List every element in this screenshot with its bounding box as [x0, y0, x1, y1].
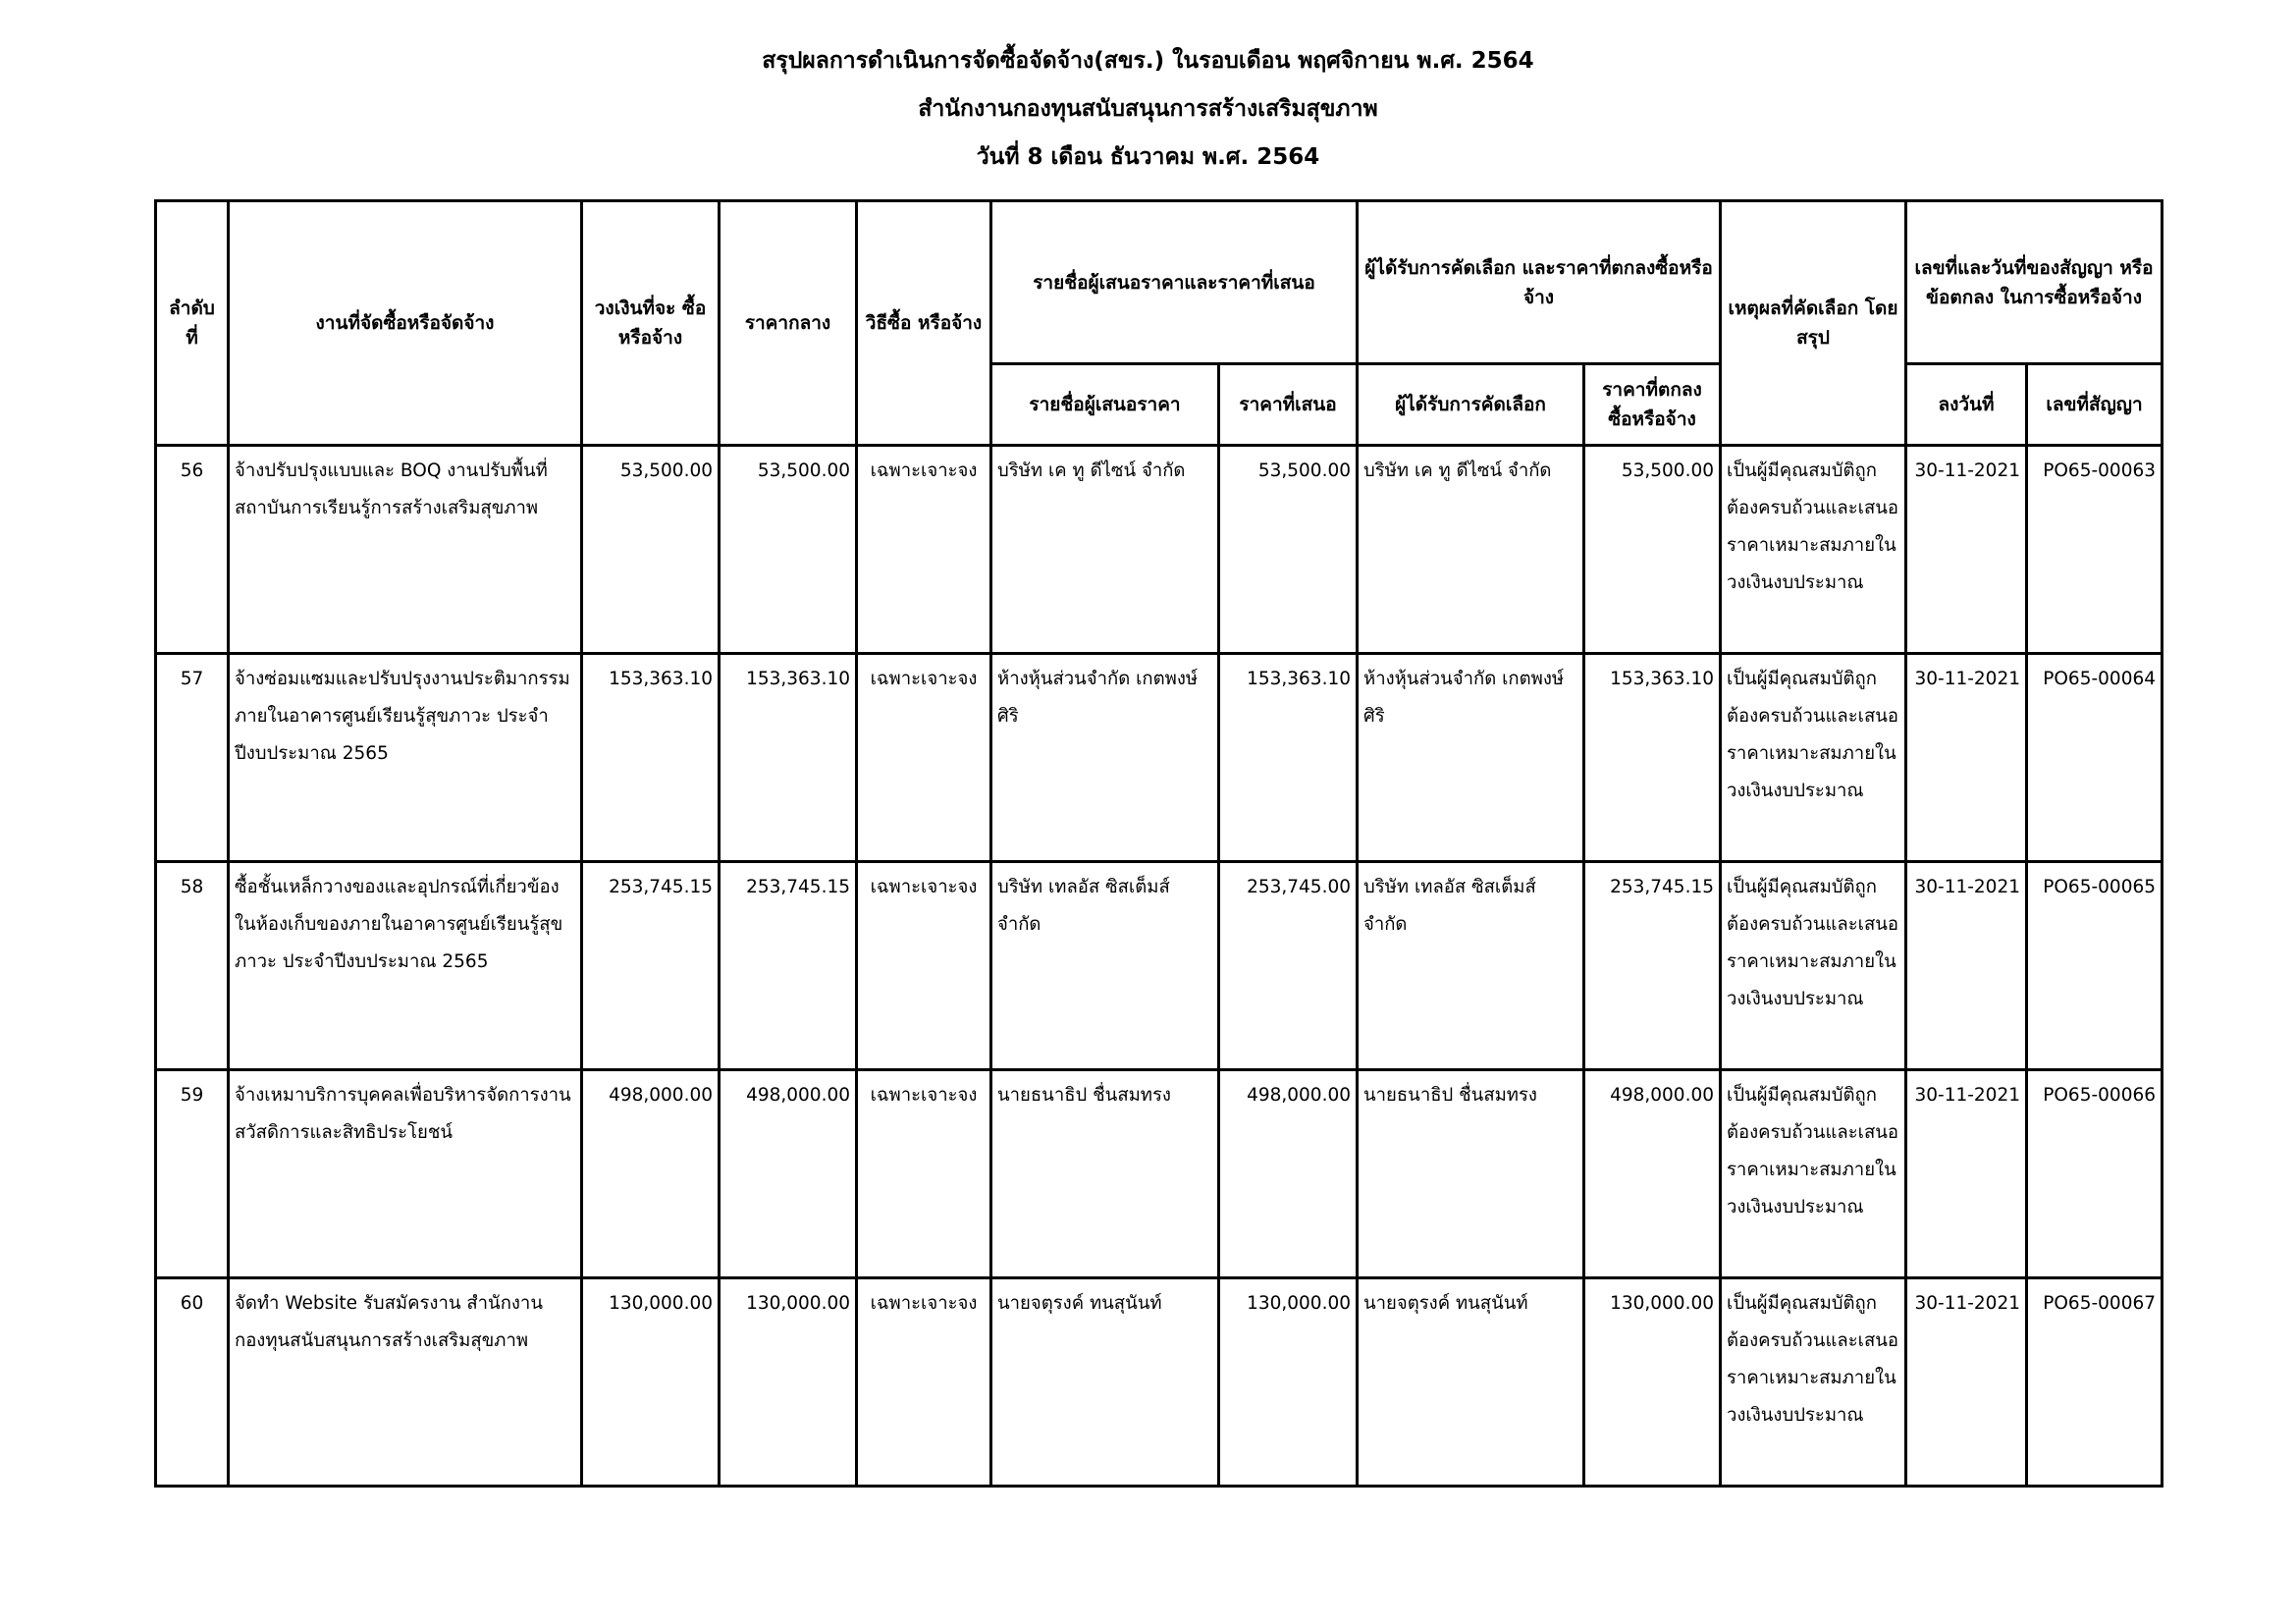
- cell-work: จ้างเหมาบริการบุคคลเพื่อบริหารจัดการงานสวัสดิการและสิทธิประโยชน์: [229, 1070, 582, 1278]
- cell-method: เฉพาะเจาะจง: [857, 1278, 991, 1487]
- cell-reason: เป็นผู้มีคุณสมบัติถูกต้องครบถ้วนและเสนอราคาเหมาะสมภายในวงเงินงบประมาณ: [1721, 654, 1906, 862]
- table-row: [156, 446, 2163, 654]
- cell-contract-no: PO65-00064: [2027, 654, 2163, 862]
- cell-work: จ้างปรับปรุงแบบและ BOQ งานปรับพื้นที่สถาบันการเรียนรู้การสร้างเสริมสุขภาพ: [229, 446, 582, 654]
- cell-budget: 130,000.00: [582, 1278, 720, 1487]
- table-row: [156, 654, 2163, 862]
- cell-median-price: 253,745.15: [720, 862, 857, 1070]
- col-header-median-price: ราคากลาง: [720, 201, 857, 446]
- cell-work: จัดทำ Website รับสมัครงาน สำนักงานกองทุนสนับสนุนการสร้างเสริมสุขภาพ: [229, 1278, 582, 1487]
- cell-method: เฉพาะเจาะจง: [857, 446, 991, 654]
- cell-work: ซื้อชั้นเหล็กวางของและอุปกรณ์ที่เกี่ยวข้องในห้องเก็บของภายในอาคารศูนย์เรียนรู้สุขภาวะ ประจำปีงบประมาณ 2565: [229, 862, 582, 1070]
- cell-bid-price: 130,000.00: [1219, 1278, 1358, 1487]
- cell-bidder: ห้างหุ้นส่วนจำกัด เกตพงษ์ศิริ: [991, 654, 1219, 862]
- report-date: วันที่ 8 เดือน ธันวาคม พ.ศ. 2564: [976, 144, 1320, 170]
- cell-bidder: นายธนาธิป ชื่นสมทรง: [991, 1070, 1219, 1278]
- col-header-bid-price: ราคาที่เสนอ: [1219, 364, 1358, 446]
- col-header-agreed-price: ราคาที่ตกลง ซื้อหรือจ้าง: [1584, 364, 1721, 446]
- cell-bidder: บริษัท เทลอัส ซิสเต็มส์ จำกัด: [991, 862, 1219, 1070]
- cell-reason: เป็นผู้มีคุณสมบัติถูกต้องครบถ้วนและเสนอราคาเหมาะสมภายในวงเงินงบประมาณ: [1721, 446, 1906, 654]
- cell-selected: นายธนาธิป ชื่นสมทรง: [1358, 1070, 1584, 1278]
- cell-median-price: 498,000.00: [720, 1070, 857, 1278]
- col-header-bidder-name: รายชื่อผู้เสนอราคา: [991, 364, 1219, 446]
- cell-bid-price: 153,363.10: [1219, 654, 1358, 862]
- cell-agreed-price: 153,363.10: [1584, 654, 1721, 862]
- cell-budget: 53,500.00: [582, 446, 720, 654]
- cell-sign-date: 30-11-2021: [1906, 654, 2027, 862]
- cell-agreed-price: 498,000.00: [1584, 1070, 1721, 1278]
- col-header-method: วิธีซื้อ หรือจ้าง: [857, 201, 991, 446]
- cell-reason: เป็นผู้มีคุณสมบัติถูกต้องครบถ้วนและเสนอราคาเหมาะสมภายในวงเงินงบประมาณ: [1721, 1070, 1906, 1278]
- col-header-contract-no: เลขที่สัญญา: [2027, 364, 2163, 446]
- organization-name: สำนักงานกองทุนสนับสนุนการสร้างเสริมสุขภาพ: [918, 96, 1378, 122]
- cell-seq: 56: [156, 446, 229, 654]
- cell-reason: เป็นผู้มีคุณสมบัติถูกต้องครบถ้วนและเสนอราคาเหมาะสมภายในวงเงินงบประมาณ: [1721, 1278, 1906, 1487]
- cell-budget: 153,363.10: [582, 654, 720, 862]
- col-header-sign-date: ลงวันที่: [1906, 364, 2027, 446]
- cell-seq: 60: [156, 1278, 229, 1487]
- table-row: [156, 1070, 2163, 1278]
- document-header: [0, 37, 2296, 182]
- col-group-contract: เลขที่และวันที่ของสัญญา หรือข้อตกลง ในการซื้อหรือจ้าง: [1906, 201, 2163, 364]
- cell-selected: ห้างหุ้นส่วนจำกัด เกตพงษ์ศิริ: [1358, 654, 1584, 862]
- cell-contract-no: PO65-00063: [2027, 446, 2163, 654]
- cell-sign-date: 30-11-2021: [1906, 862, 2027, 1070]
- cell-seq: 57: [156, 654, 229, 862]
- cell-work: จ้างซ่อมแซมและปรับปรุงงานประติมากรรมภายในอาคารศูนย์เรียนรู้สุขภาวะ ประจำปีงบประมาณ 2565: [229, 654, 582, 862]
- cell-selected: นายจตุรงค์ ทนสุนันท์: [1358, 1278, 1584, 1487]
- cell-method: เฉพาะเจาะจง: [857, 1070, 991, 1278]
- col-header-reason: เหตุผลที่คัดเลือก โดยสรุป: [1721, 201, 1906, 446]
- col-group-bidders: รายชื่อผู้เสนอราคาและราคาที่เสนอ: [991, 201, 1358, 364]
- col-header-budget: วงเงินที่จะ ซื้อหรือจ้าง: [582, 201, 720, 446]
- cell-bid-price: 253,745.00: [1219, 862, 1358, 1070]
- cell-agreed-price: 253,745.15: [1584, 862, 1721, 1070]
- cell-contract-no: PO65-00066: [2027, 1070, 2163, 1278]
- cell-sign-date: 30-11-2021: [1906, 446, 2027, 654]
- cell-sign-date: 30-11-2021: [1906, 1070, 2027, 1278]
- cell-agreed-price: 130,000.00: [1584, 1278, 1721, 1487]
- cell-reason: เป็นผู้มีคุณสมบัติถูกต้องครบถ้วนและเสนอราคาเหมาะสมภายในวงเงินงบประมาณ: [1721, 862, 1906, 1070]
- cell-method: เฉพาะเจาะจง: [857, 862, 991, 1070]
- cell-seq: 59: [156, 1070, 229, 1278]
- cell-method: เฉพาะเจาะจง: [857, 654, 991, 862]
- cell-bid-price: 53,500.00: [1219, 446, 1358, 654]
- cell-median-price: 153,363.10: [720, 654, 857, 862]
- cell-bidder: นายจตุรงค์ ทนสุนันท์: [991, 1278, 1219, 1487]
- cell-budget: 498,000.00: [582, 1070, 720, 1278]
- cell-median-price: 53,500.00: [720, 446, 857, 654]
- table-row: [156, 862, 2163, 1070]
- document-title: สรุปผลการดำเนินการจัดซื้อจัดจ้าง(สขร.) ในรอบเดือน พฤศจิกายน พ.ศ. 2564: [762, 48, 1534, 74]
- cell-selected: บริษัท เทลอัส ซิสเต็มส์ จำกัด: [1358, 862, 1584, 1070]
- col-group-selected: ผู้ได้รับการคัดเลือก และราคาที่ตกลงซื้อหรือจ้าง: [1358, 201, 1721, 364]
- cell-sign-date: 30-11-2021: [1906, 1278, 2027, 1487]
- cell-selected: บริษัท เค ทู ดีไซน์ จำกัด: [1358, 446, 1584, 654]
- cell-contract-no: PO65-00067: [2027, 1278, 2163, 1487]
- cell-agreed-price: 53,500.00: [1584, 446, 1721, 654]
- col-header-selected-name: ผู้ได้รับการคัดเลือก: [1358, 364, 1584, 446]
- table-row: [156, 1278, 2163, 1487]
- cell-bidder: บริษัท เค ทู ดีไซน์ จำกัด: [991, 446, 1219, 654]
- cell-median-price: 130,000.00: [720, 1278, 857, 1487]
- col-header-work: งานที่จัดซื้อหรือจัดจ้าง: [229, 201, 582, 446]
- col-header-seq: ลำดับ ที่: [156, 201, 229, 446]
- procurement-table: [154, 199, 2163, 1488]
- cell-budget: 253,745.15: [582, 862, 720, 1070]
- cell-contract-no: PO65-00065: [2027, 862, 2163, 1070]
- cell-seq: 58: [156, 862, 229, 1070]
- cell-bid-price: 498,000.00: [1219, 1070, 1358, 1278]
- header-row-top: [156, 201, 2163, 364]
